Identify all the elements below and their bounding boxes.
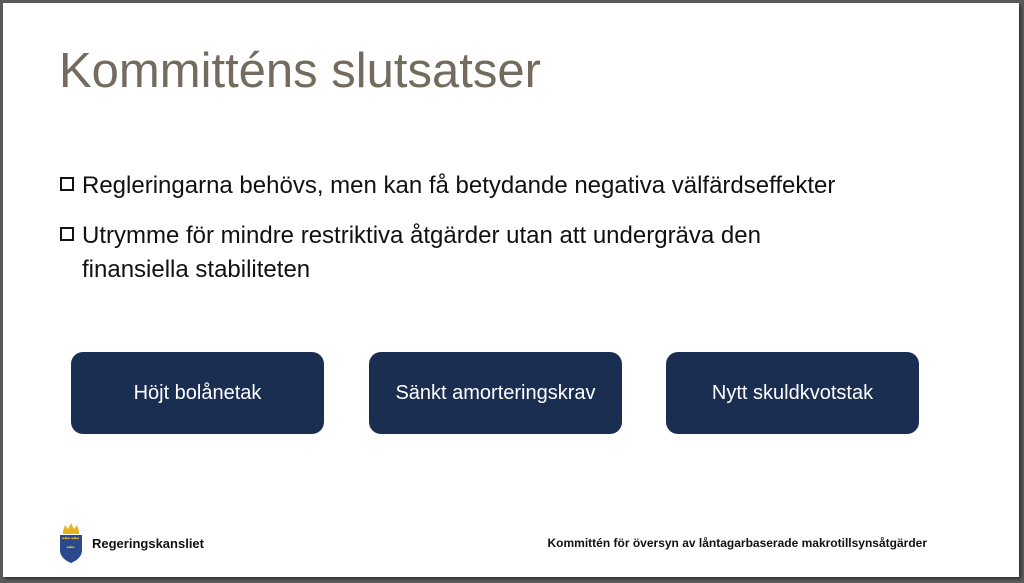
action-box-hojt-bolanetak[interactable]: Höjt bolånetak xyxy=(71,352,324,434)
slide xyxy=(3,3,1019,577)
checkbox-square-icon xyxy=(60,177,74,191)
committee-name: Kommittén för översyn av låntagarbaserade makrotillsynsåtgärder xyxy=(547,536,927,550)
action-box-sankt-amorteringskrav[interactable]: Sänkt amorteringskrav xyxy=(369,352,622,434)
slide-title: Kommitténs slutsatser xyxy=(59,44,541,98)
action-box-nytt-skuldkvotstak[interactable]: Nytt skuldkvotstak xyxy=(666,352,919,434)
bullet-text: Regleringarna behövs, men kan få betydande negativa välfärdseffekter xyxy=(82,172,836,199)
bullet-text: Utrymme för mindre restriktiva åtgärder utan att undergräva den finansiella stabiliteten xyxy=(82,222,761,283)
bullet-item xyxy=(60,219,830,287)
three-crowns-emblem-icon xyxy=(56,522,86,564)
bullet-item xyxy=(60,169,920,203)
organization-name: Regeringskansliet xyxy=(92,536,204,551)
checkbox-square-icon xyxy=(60,227,74,241)
